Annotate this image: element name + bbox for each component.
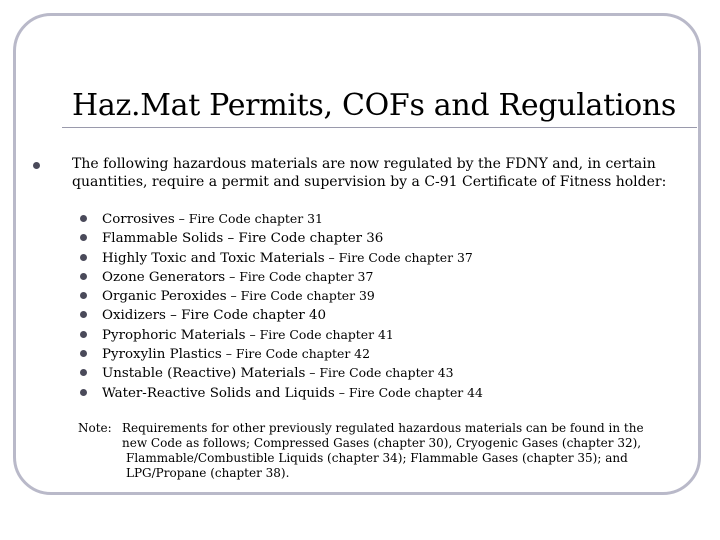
list-item	[80, 286, 483, 305]
item-ref: – Fire Code chapter 37	[324, 249, 473, 265]
list-item	[80, 344, 483, 363]
note-text	[122, 421, 644, 481]
bullet-icon	[80, 350, 87, 357]
hazmat-list	[80, 209, 483, 402]
item-name: Corrosives	[102, 212, 175, 227]
item-ref: – Fire Code chapter 43	[305, 365, 454, 381]
note-line: Requirements for other previously regulated hazardous materials can be found in the	[122, 421, 644, 435]
bullet-icon	[80, 369, 87, 376]
bullet-icon	[80, 331, 87, 338]
item-ref: – Fire Code chapter 42	[221, 346, 370, 362]
intro-line: The following hazardous materials are now regulated by the FDNY and, in certain	[72, 156, 656, 172]
note-label: Note:	[78, 421, 112, 435]
item-name: Organic Peroxides	[102, 289, 227, 305]
item-name: Pyrophoric Materials	[102, 327, 246, 343]
bullet-icon	[80, 254, 87, 261]
list-item	[80, 228, 483, 247]
item-name: Flammable Solids – Fire Code chapter 36	[102, 231, 384, 247]
note-line: new Code as follows; Compressed Gases (chapter 30), Cryogenic Gases (chapter 32),	[122, 436, 642, 450]
bullet-icon	[80, 273, 87, 280]
item-ref: – Fire Code chapter 39	[226, 288, 375, 304]
item-ref: – Fire Code chapter 37	[225, 268, 374, 284]
bullet-icon	[80, 389, 87, 396]
list-item	[80, 325, 483, 344]
bullet-icon	[80, 292, 87, 299]
list-item	[80, 305, 483, 324]
item-name: Unstable (Reactive) Materials	[102, 366, 306, 382]
item-name: Highly Toxic and Toxic Materials	[102, 250, 325, 266]
intro-paragraph	[72, 155, 672, 191]
bullet-icon	[80, 311, 87, 318]
note-line: LPG/Propane (chapter 38).	[126, 466, 290, 480]
bullet-icon	[80, 234, 87, 241]
list-item	[80, 209, 483, 228]
list-item	[80, 267, 483, 286]
item-name: Pyroxylin Plastics	[102, 347, 222, 363]
item-ref: – Fire Code chapter 41	[245, 326, 394, 342]
bullet-icon	[80, 215, 87, 222]
note-line: Flammable/Combustible Liquids (chapter 34); Flammable Gases (chapter 35); and	[126, 451, 628, 465]
slide-title: Haz.Mat Permits, COFs and Regulations	[72, 88, 677, 123]
item-ref: – Fire Code chapter 31	[174, 211, 323, 226]
item-name: Water-Reactive Solids and Liquids	[102, 385, 335, 401]
list-item	[80, 383, 483, 402]
item-name: Ozone Generators	[102, 269, 226, 285]
list-item	[80, 363, 483, 382]
bullet-icon	[33, 162, 40, 169]
title-divider	[62, 127, 697, 128]
item-name: Oxidizers – Fire Code chapter 40	[102, 308, 327, 324]
item-ref: – Fire Code chapter 44	[334, 384, 483, 400]
list-item	[80, 248, 483, 267]
intro-line: quantities, require a permit and supervision by a C-91 Certificate of Fitness holder:	[72, 174, 667, 190]
